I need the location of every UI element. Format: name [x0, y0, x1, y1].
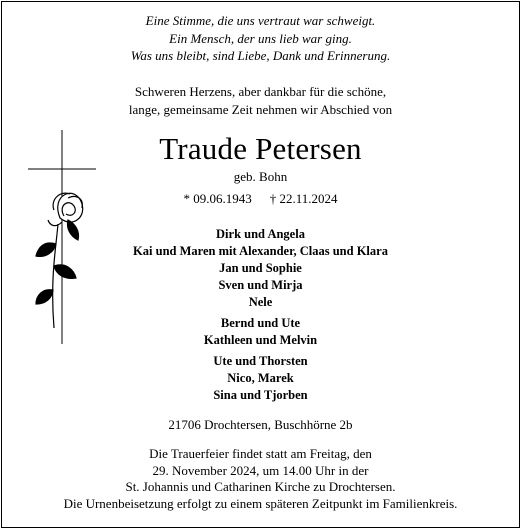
- mourner-line: Sven und Mirja: [218, 278, 303, 292]
- ceremony-line: Die Trauerfeier findet statt am Freitag, den: [149, 446, 372, 461]
- mourner-group: [0, 315, 521, 349]
- life-dates: [0, 190, 521, 208]
- ceremony-line: Die Urnenbeisetzung erfolgt zu einem späteren Zeitpunkt im Familienkreis.: [63, 495, 458, 511]
- intro-text: [0, 83, 521, 118]
- birth-name: geb. Bohn: [233, 169, 288, 184]
- intro-line: Schweren Herzens, aber dankbar für die schöne,: [134, 84, 387, 99]
- address: 21706 Drochtersen, Buschhörne 2b: [168, 417, 353, 432]
- mourner-line: Ute und Thorsten: [213, 354, 308, 368]
- mourner-group: [0, 353, 521, 404]
- mourner-line: Dirk und Angela: [216, 227, 305, 241]
- poem-line: Ein Mensch, der uns lieb war ging.: [169, 30, 352, 46]
- poem: [0, 12, 521, 65]
- mourner-group: [0, 226, 521, 311]
- mourners-list: [0, 226, 521, 408]
- mourner-line: Nele: [248, 295, 273, 309]
- mourner-line: Nico, Marek: [227, 371, 294, 385]
- birth-date: * 09.06.1943: [183, 191, 252, 206]
- mourner-line: Kathleen und Melvin: [203, 333, 318, 347]
- poem-line: Eine Stimme, die uns vertraut war schweigt.: [145, 13, 376, 28]
- deceased-name: Traude Petersen: [159, 131, 362, 166]
- mourner-line: Kai und Maren mit Alexander, Claas und Klara: [133, 244, 388, 258]
- ceremony-info: [0, 446, 521, 512]
- poem-line: Was uns bleibt, sind Liebe, Dank und Erinnerung.: [130, 48, 391, 63]
- ceremony-line: St. Johannis und Catharinen Kirche zu Drochtersen.: [125, 479, 396, 494]
- mourner-line: Bernd und Ute: [220, 316, 301, 330]
- intro-line: lange, gemeinsame Zeit nehmen wir Abschied von: [128, 101, 393, 117]
- mourner-line: Jan und Sophie: [219, 261, 302, 275]
- death-date: † 22.11.2024: [269, 191, 338, 206]
- ceremony-line: 29. November 2024, um 14.00 Uhr in der: [152, 462, 369, 478]
- mourner-line: Sina und Tjorben: [213, 388, 308, 402]
